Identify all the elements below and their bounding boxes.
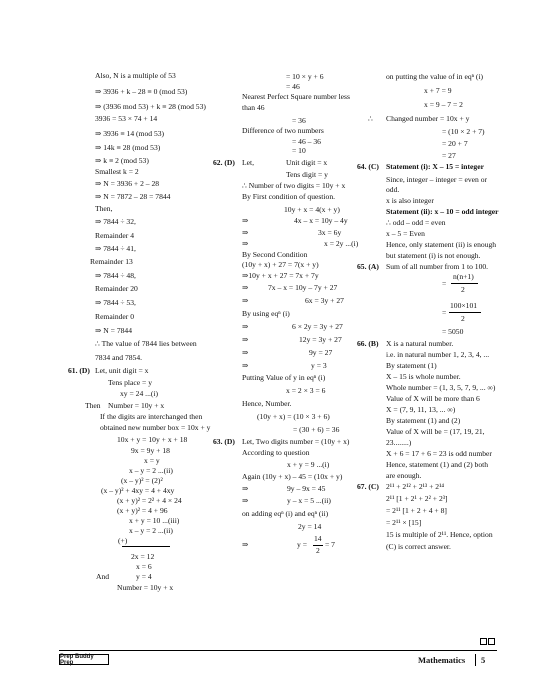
text-line: Since, integer – integer = even or [386,175,488,184]
text-line: xy = 24 ...(i) [120,389,159,398]
text-line: (+) [118,536,128,545]
text-line: ⇒ 7844 ÷ 53, [95,298,136,307]
text-line: = [442,308,447,317]
text-line: X + 6 = 17 + 6 = 23 is odd number [386,449,492,458]
text-line: X is a natural number. [386,339,454,348]
text-line: ⇒ 7844 ÷ 41, [95,244,136,253]
text-line: Whole number = (1, 3, 5, 7, 9, ... ∞) [386,383,496,392]
text-line: By First condition of question. [242,192,336,201]
text-line: 63. (D) [213,437,235,446]
text-line: Also, N is a multiple of 53 [95,71,176,80]
text-line: on putting the value of in eqⁿ (i) [386,72,484,81]
text-line: According to question [242,448,310,457]
text-line: = 2¹¹ × [15] [386,518,422,527]
text-line: = 20 + 7 [442,139,468,148]
text-line: than 46 [242,103,265,112]
text-line: 100×101 [450,301,478,310]
text-line: 7834 and 7854. [95,353,143,362]
fraction-bar [451,283,478,284]
text-line: ⇒ [242,496,249,505]
text-line: 2¹¹ [1 + 2¹ + 2² + 2³] [386,494,448,503]
text-line: x – y = 2 ...(ii) [129,466,173,475]
text-line: Remainder 0 [95,312,135,321]
text-line: 66. (B) [357,339,379,348]
text-line: 15 is multiple of 2¹¹. Hence, option [386,530,493,539]
text-line: ⇒ [242,540,249,549]
text-line: Again (10y + x) – 45 = (10x + y) [242,472,343,481]
text-line: ⇒ [242,228,249,237]
text-line: 2 [316,546,320,555]
text-line: ⇒ 3936 ≡ 14 (mod 53) [95,129,165,138]
text-line: ⇒ [242,484,249,493]
text-line: = [442,279,447,288]
text-line: By statement (1) [386,361,437,370]
text-line: are enough. [386,471,422,480]
text-line: 2y = 14 [298,522,322,531]
text-line: 10y + x = 4(x + y) [284,205,340,214]
text-line: n(n+1) [453,272,474,281]
text-line: y – x = 5 ...(ii) [287,496,331,505]
text-line: Number = 10y + x [117,583,174,592]
text-line: (10y + x) + 27 = 7(x + y) [242,260,319,269]
text-line: ⇒ [242,283,249,292]
text-line: ⇒ 7844 ÷ 32, [95,217,136,226]
text-line: ⇒ N = 3936 + 2 – 28 [95,179,160,188]
text-line: Tens digit = y [286,170,328,179]
text-line: obtained new number box = 10x + y [100,423,211,432]
text-line: Sum of all number from 1 to 100. [386,262,489,271]
text-line: 4x – x = 10y – 4y [294,216,348,225]
text-line: 9x = 9y + 18 [131,446,170,455]
text-line: y = [297,540,307,549]
text-line: x + y = 10 ...(iii) [129,516,180,525]
text-line: 7x – x = 10y – 7y + 27 [268,283,338,292]
text-line: ⇒ k ≡ 2 (mod 53) [95,156,149,165]
text-line: (x + y)² = 2² + 4 × 24 [117,496,182,505]
publisher-logo: Prep Buddy Prep [59,654,109,665]
text-line: 61. (D) [68,366,90,375]
text-line: but statement (i) is not enough. [386,251,481,260]
text-line: Let, unit digit = x [95,366,149,375]
text-line: x + 7 = 9 [424,86,452,95]
text-line: x = 6 [136,562,152,571]
text-line: 64. (C) [357,162,379,171]
text-line: x is also integer [386,196,434,205]
text-line: Remainder 20 [95,284,138,293]
text-line: 3936 = 53 × 74 + 14 [95,114,158,123]
text-line: = 46 [286,82,300,91]
text-line: Remainder 13 [90,257,133,266]
text-line: Then, [95,204,113,213]
text-line: Remainder 4 [95,231,135,240]
text-line: (C) is correct answer. [386,542,451,551]
text-line: 6 × 2y = 3y + 27 [292,322,343,331]
fraction-bar [449,312,481,313]
text-line: 65. (A) [357,262,379,271]
text-line: ⇒ [242,296,249,305]
text-line: 67. (C) [357,482,379,491]
text-line: ⇒ [242,322,249,331]
end-marker-icon [480,638,496,647]
text-line: 2x = 12 [131,552,155,561]
text-line: x + y = 9 ...(i) [287,460,330,469]
text-line: = 10 [292,146,306,155]
text-line: = (10 × 2 + 7) [442,127,485,136]
text-line: X = (7, 9, 11, 13, ... ∞) [386,405,456,414]
text-line: ⇒ 14k ≡ 28 (mod 53) [95,143,161,152]
text-line: (10y + x) = (10 × 3 + 6) [257,412,330,421]
text-line: ⇒ [242,361,249,370]
text-line: Nearest Perfect Square number less [242,92,350,101]
text-line: X – 15 is whole number. [386,372,461,381]
text-line: 3x = 6y [318,228,342,237]
text-line: ⇒ 7844 ÷ 48, [95,271,136,280]
text-line: 6x = 3y + 27 [305,296,344,305]
text-line: ⇒ [242,216,249,225]
text-line: = (30 + 6) = 36 [293,425,340,434]
text-line: = 7 [325,540,335,549]
text-line: 2 [461,314,465,323]
text-line: Unit digit = x [286,158,328,167]
text-line: x – 5 = Even [386,229,425,238]
text-line: = 27 [442,151,456,160]
text-line: 2 [461,285,465,294]
text-line: ⇒ N = 7844 [95,326,133,335]
text-line: Statement (i): X – 15 = integer [386,162,484,171]
text-line: i.e. in natural number 1, 2, 3, 4, ... [386,350,490,359]
text-line: Smallest k = 2 [95,167,139,176]
page-number: 5 [481,655,486,665]
text-line: = 2¹¹ [1 + 2 + 4 + 8] [386,506,447,515]
text-line: = 46 – 36 [292,137,321,146]
text-line: 14 [314,534,322,543]
text-line: Then [85,401,101,410]
text-line: odd. [386,185,400,194]
text-line: (x – y)² + 4xy = 4 + 4xy [101,486,175,495]
text-line: x = 2 × 3 = 6 [286,386,326,395]
text-line: 12y = 3y + 27 [299,335,342,344]
footer-subject: Mathematics [418,655,466,665]
text-line: Value of X will be more than 6 [386,394,480,403]
text-line: ⇒ [242,348,249,357]
text-line: ⇒ 3936 + k – 28 ≡ 0 (mod 53) [95,87,188,96]
text-line: 2¹¹ + 2¹² + 2¹³ + 2¹⁴ [386,482,445,491]
text-line: 23........) [386,438,412,447]
text-line: Hence, Number. [242,399,292,408]
text-line: By statement (1) and (2) [386,416,461,425]
text-line: = 36 [292,116,306,125]
text-line: = 10 × y + 6 [286,72,324,81]
text-line: y = 3 [311,361,327,370]
text-line: Value of X will be = (17, 19, 21, [386,427,485,436]
text-line: ∴ [368,114,373,123]
text-line: Changed number = 10x + y [386,114,470,123]
text-line: ⇒ N = 7872 – 28 = 7844 [95,192,171,201]
text-line: Hence, only statement (ii) is enough [386,240,497,249]
text-line: And [96,572,110,581]
text-line: ⇒ [242,239,249,248]
text-line: = 5050 [442,327,464,336]
text-line: y = 4 [136,572,152,581]
text-line: Putting Value of y in eqⁿ (i) [242,373,326,382]
fraction-bar [313,545,323,546]
text-line: Hence, statement (1) and (2) both [386,460,489,469]
text-line: 9y – 9x = 45 [287,484,326,493]
text-line: ∴ odd – odd = even [386,218,446,227]
text-line: By Second Condition [242,250,308,259]
text-line: x = y [144,456,160,465]
text-line: ⇒ [242,335,249,344]
footer-rule [59,650,497,651]
text-line: (x – y)² = (2)² [121,476,163,485]
text-line: Statement (ii): x – 10 = odd integer [386,207,499,216]
text-line: 62. (D) [213,158,235,167]
text-line: x = 9 – 7 = 2 [424,100,463,109]
text-line: 9y = 27 [309,348,333,357]
text-line: Tens place = y [108,378,153,387]
text-line: (x + y)² = 4 + 96 [117,506,168,515]
text-line: ∴ Number of two digits = 10y + x [242,181,346,190]
text-line: Number = 10y + x [108,401,165,410]
text-line: ⇒ (3936 mod 53) + k ≡ 28 (mod 53) [95,102,206,111]
text-line: ⇒10y + x + 27 = 7x + 7y [242,271,319,280]
text-line: on adding eqⁿ (i) and eqⁿ (ii) [242,509,329,518]
sum-rule [122,546,170,547]
footer-separator [475,654,476,666]
text-line: If the digits are interchanged then [100,412,203,421]
text-line: x – y = 2 ...(ii) [129,526,173,535]
text-line: 10x + y = 10y + x + 18 [117,435,188,444]
text-line: By using eqⁿ (i) [242,309,290,318]
text-line: Difference of two numbers [242,126,324,135]
text-line: Let, [242,158,255,167]
text-line: Let, Two digits number = (10y + x) [242,437,350,446]
text-line: x = 2y ...(i) [324,239,359,248]
text-line: ∴ The value of 7844 lies between [95,339,197,348]
